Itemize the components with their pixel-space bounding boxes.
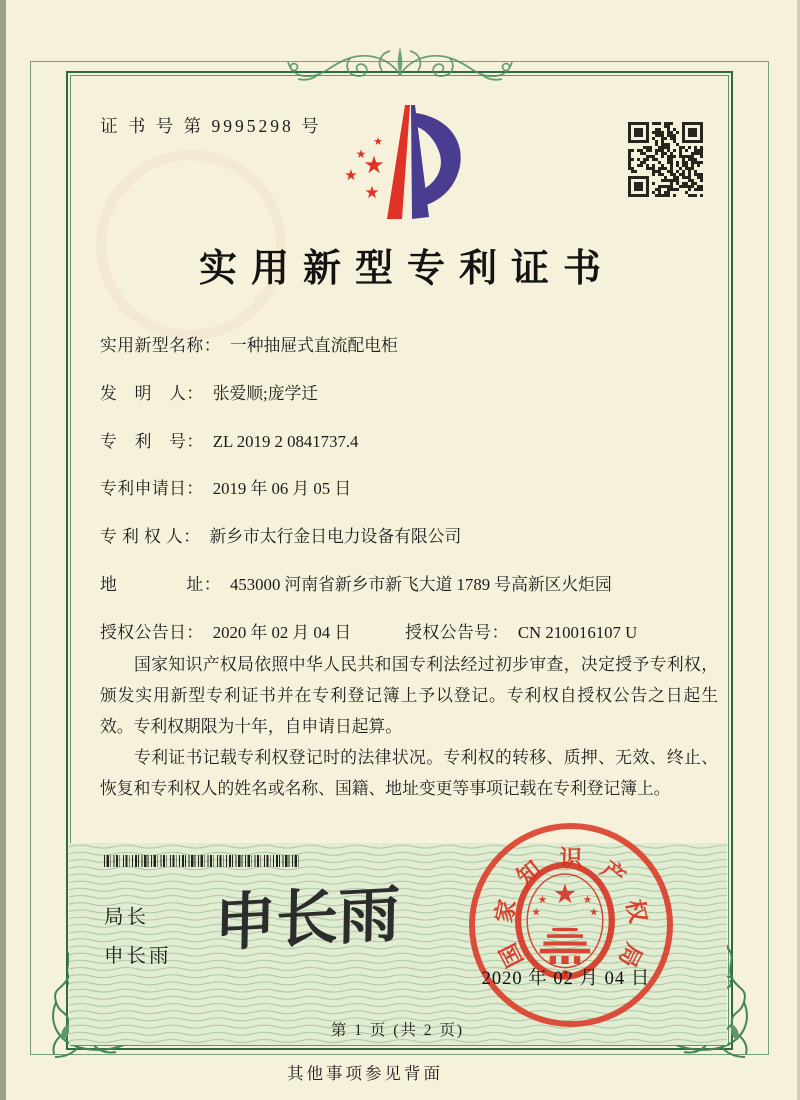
legal-text (100, 649, 718, 804)
field-value: 张爱顺;庞学迁 (212, 383, 319, 403)
svg-text:★: ★ (588, 905, 599, 919)
seal-ring-char: 识 (559, 845, 583, 871)
field-label: 专 利 号： (100, 431, 204, 451)
top-center-flourish-ornament (286, 42, 514, 86)
field-value: 453000 河南省新乡市新飞大道 1789 号高新区火炬园 (229, 574, 612, 594)
field-value: CN 210016107 U (517, 622, 638, 642)
legal-paragraph-2: 专利证书记载专利权登记时的法律状况。专利权的转移、质押、无效、终止、恢复和专利权人的姓名或名称、国籍、地址变更等事项记载在专利登记簿上。 (100, 748, 718, 798)
cnipa-patent-logo-icon (330, 97, 480, 234)
field-row-patentee (100, 523, 720, 571)
legal-paragraph-1: 国家知识产权局依照中华人民共和国专利法经过初步审查，决定授予专利权，颁发实用新型专利证书并在专利登记簿上予以登记。专利权自授权公告之日起生效。专利权期限为十年，自申请日起算。 (100, 655, 718, 736)
seal-ring-char: 国 (494, 939, 528, 972)
issuer-role-label: 局长 (104, 907, 150, 928)
field-label: 专 利 权 人： (100, 527, 201, 547)
issuer-name-label: 申长雨 (104, 946, 172, 967)
field-value: ZL 2019 2 0841737.4 (212, 431, 359, 451)
field-label: 专利申请日： (100, 479, 204, 499)
field-value: 一种抽屉式直流配电柜 (229, 336, 398, 355)
seal-ring-char: 知 (512, 855, 546, 890)
svg-text:★: ★ (344, 166, 358, 184)
field-row-patent-number (100, 428, 720, 476)
field-value: 2019 年 06 月 05 日 (212, 479, 352, 499)
page-number: 第 1 页 (共 2 页) (330, 1022, 465, 1039)
certificate-number: 证 书 号 第 9995298 号 (100, 116, 322, 136)
field-row-address (100, 571, 720, 619)
seal-ring-char: 家 (490, 897, 521, 925)
svg-text:★: ★ (355, 147, 367, 161)
field-label: 实用新型名称： (100, 336, 221, 355)
field-label: 授权公告号： (405, 622, 509, 642)
svg-text:★: ★ (373, 135, 383, 148)
scan-edge-left (0, 0, 6, 1100)
seal-ring-char: 产 (596, 855, 630, 890)
seal-date: 2020 年 02 月 04 日 (481, 969, 651, 989)
back-side-note: 其他事项参见背面 (287, 1064, 443, 1083)
svg-text:★: ★ (552, 878, 578, 910)
commissioner-handwritten-signature: 申长雨 (213, 880, 401, 959)
field-label: 授权公告日： (100, 622, 204, 642)
field-label: 地 址： (100, 574, 221, 594)
svg-text:★: ★ (582, 892, 593, 906)
seal-ring-char: 局 (614, 939, 648, 972)
field-value: 新乡市太行金日电力设备有限公司 (209, 527, 462, 547)
field-row-filing-date (100, 475, 720, 523)
field-row-inventors (100, 380, 720, 428)
seal-ring-char: 权 (621, 897, 652, 925)
field-label: 发 明 人： (100, 383, 204, 403)
svg-text:★: ★ (537, 892, 548, 906)
field-list (100, 332, 720, 667)
svg-text:★: ★ (364, 183, 380, 203)
official-red-seal (469, 823, 673, 1027)
qr-code-icon (628, 122, 703, 197)
field-row-utility-model-name (100, 332, 720, 380)
field-value: 2020 年 02 月 04 日 (212, 622, 352, 642)
svg-text:★: ★ (531, 905, 542, 919)
certificate-title: 实用新型专利证书 (198, 248, 615, 290)
svg-text:★: ★ (363, 151, 385, 179)
